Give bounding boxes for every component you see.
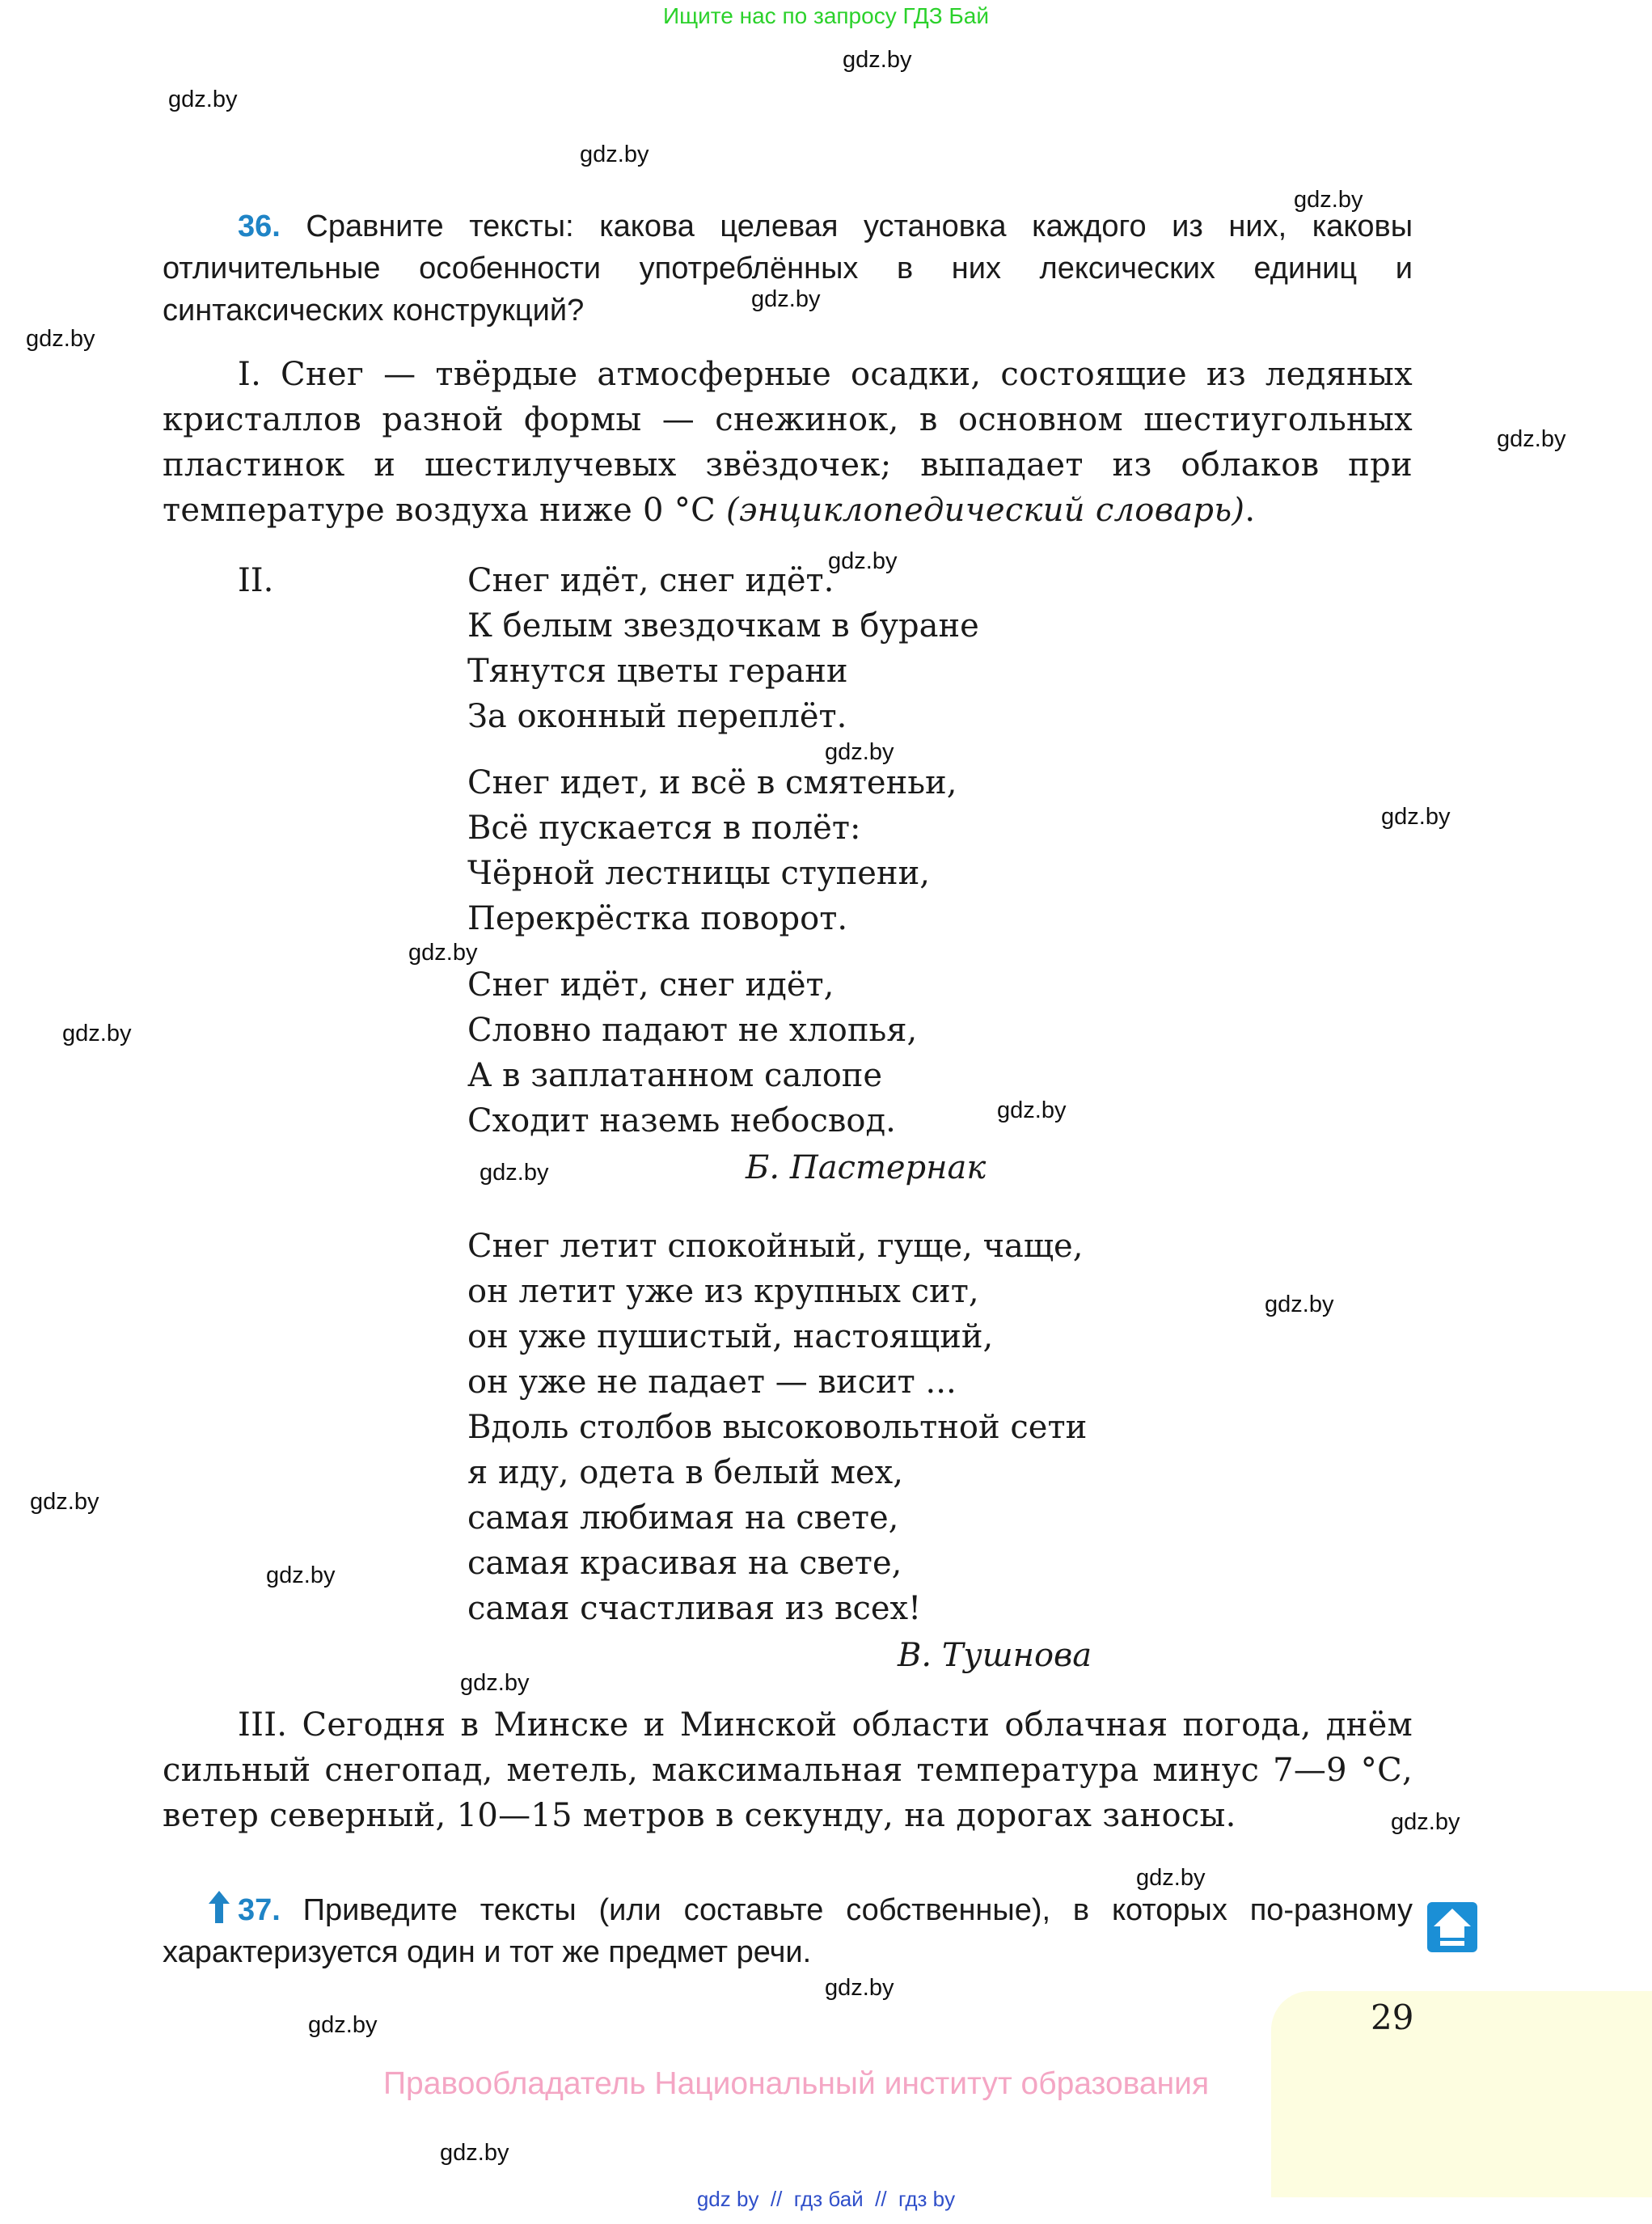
poem-1-line: Чёрной лестницы ступени,: [467, 855, 930, 892]
poem-2-line: Вдоль столбов высоковольтной сети: [467, 1409, 1088, 1446]
watermark: gdz.by: [480, 1160, 549, 1186]
watermark: gdz.by: [308, 2012, 378, 2038]
task-37: [163, 1889, 1413, 1973]
poem-2-line: он летит уже из крупных сит,: [467, 1273, 979, 1310]
watermark: gdz.by: [997, 1097, 1067, 1123]
home-up-icon[interactable]: [1427, 1902, 1477, 1952]
task-37-number: 37.: [238, 1893, 281, 1927]
watermark: gdz.by: [26, 326, 95, 352]
poem-2-line: самая счастливая из всех!: [467, 1590, 922, 1627]
poem-2-line: самая красивая на свете,: [467, 1545, 902, 1582]
text-3: III. Сегодня в Минске и Минской области облачная погода, днём сильный снегопад, метель, максимальная температура минус 7—9 °С, ветер северный, 10—15 метров в секунду, на дорогах заносы.: [163, 1706, 1413, 1834]
poem-1-line: К белым звездочкам в буране: [467, 607, 979, 645]
task-36: [163, 205, 1413, 332]
poem-2-line: Снег летит спокойный, гуще, чаще,: [467, 1228, 1084, 1265]
poem-1-line: Снег идёт, снег идёт.: [467, 562, 834, 599]
watermark: gdz.by: [30, 1489, 99, 1515]
poem-1-line: Снег идёт, снег идёт,: [467, 966, 834, 1004]
text-1-main: I. Снег — твёрдые атмосферные осадки, состоящие из ледяных кристаллов разной формы — снежинок, в основном шестиугольных пластинок и шестилучевых звёздочек; выпадает из облаков при температуре воздуха ниже 0 °С: [163, 356, 1413, 529]
poem-2-line: он уже не падает — висит ...: [467, 1364, 957, 1401]
watermark: gdz.by: [828, 548, 898, 574]
poem-2-line: он уже пушистый, настоящий,: [467, 1318, 994, 1355]
watermark: gdz.by: [580, 142, 649, 167]
watermark: gdz.by: [408, 940, 478, 966]
watermark: gdz.by: [1265, 1292, 1334, 1317]
watermark: gdz.by: [843, 47, 912, 73]
watermark: gdz.by: [1381, 804, 1451, 830]
watermark: gdz.by: [460, 1670, 530, 1696]
watermark: gdz.by: [266, 1562, 336, 1588]
watermark: gdz.by: [1136, 1865, 1206, 1891]
watermark: gdz.by: [168, 87, 238, 112]
page-corner: [1271, 1991, 1652, 2197]
text-2-label: II.: [238, 562, 274, 599]
poem-1-line: Словно падают не хлопья,: [467, 1012, 918, 1049]
poem-1-line: Всё пускается в полёт:: [467, 810, 861, 847]
author-pasternak: Б. Пастернак: [746, 1149, 987, 1186]
poem-1-line: Перекрёстка поворот.: [467, 900, 848, 937]
task-37-text: Приведите тексты (или составьте собственные), в которых по-разному характеризуется один и тот же предмет речи.: [163, 1893, 1413, 1969]
task-36-text: Сравните тексты: какова целевая установка каждого из них, каковы отличительные особенности употреблённых в них лексических единиц и синтаксических конструкций?: [163, 209, 1413, 328]
footer-links[interactable]: gdz by // гдз бай // гдз by: [696, 2187, 956, 2211]
page-number: 29: [1371, 1998, 1414, 2037]
watermark: gdz.by: [1497, 426, 1566, 452]
copyright-notice: Правообладатель Национальный институт образования: [383, 2066, 1210, 2101]
watermark: gdz.by: [440, 2140, 509, 2166]
top-banner: Ищите нас по запросу ГДЗ Бай: [662, 3, 990, 28]
text-1-end: .: [1244, 492, 1256, 529]
poem-1-line: А в заплатанном салопе: [467, 1057, 883, 1094]
watermark: gdz.by: [1391, 1809, 1460, 1835]
poem-1-line: Тянутся цветы герани: [467, 653, 848, 690]
poem-2-line: я иду, одета в белый мех,: [467, 1454, 903, 1491]
watermark: gdz.by: [751, 286, 821, 312]
text-1-source: (энциклопедический словарь): [726, 492, 1245, 529]
poem-2-line: самая любимая на свете,: [467, 1499, 899, 1537]
watermark: gdz.by: [62, 1021, 132, 1046]
poem-1-line: За оконный переплёт.: [467, 698, 847, 735]
poem-1-line: Сходит наземь небосвод.: [467, 1102, 896, 1139]
watermark: gdz.by: [825, 739, 894, 765]
watermark: gdz.by: [1294, 187, 1363, 213]
text-1: [163, 352, 1413, 533]
author-tushnova: В. Тушнова: [898, 1637, 1092, 1674]
watermark: gdz.by: [825, 1975, 894, 2001]
task-36-number: 36.: [238, 209, 281, 243]
poem-1-line: Снег идет, и всё в смятеньи,: [467, 764, 957, 801]
